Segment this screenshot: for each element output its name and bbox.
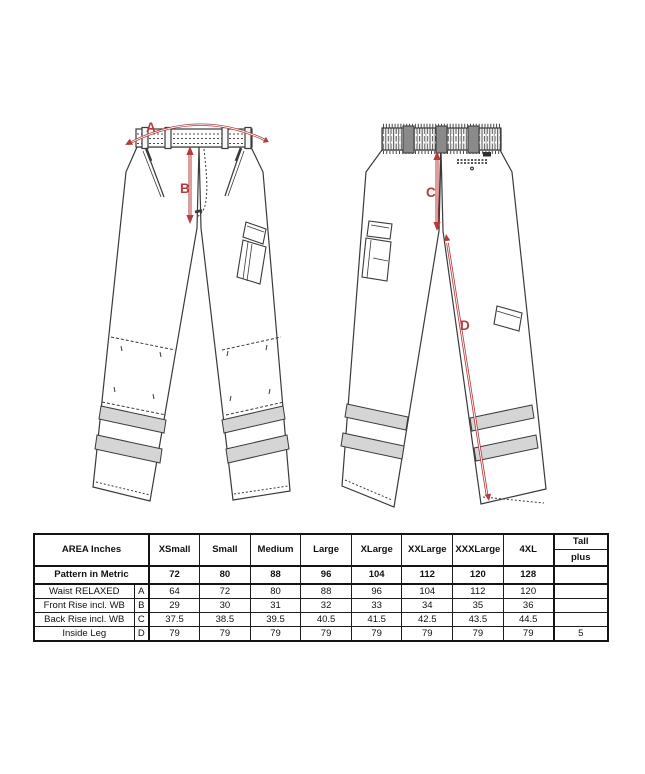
size-cell: 43.5	[453, 613, 504, 627]
size-cell: 79	[250, 627, 301, 642]
size-cell: 30	[200, 599, 251, 613]
size-column-header: XLarge	[351, 534, 402, 566]
measure-label-b: B	[180, 181, 190, 196]
table-header-row	[34, 534, 608, 550]
metric-value: 96	[301, 566, 352, 584]
table-row-waist	[34, 584, 608, 599]
size-cell: 35	[453, 599, 504, 613]
size-column-header: 4XL	[503, 534, 554, 566]
size-cell: 32	[301, 599, 352, 613]
trousers-back-view	[341, 126, 546, 507]
size-cell: 79	[200, 627, 251, 642]
size-column-header: XXLarge	[402, 534, 453, 566]
size-cell: 79	[503, 627, 554, 642]
tall-column-header: Tall	[554, 534, 608, 550]
size-cell: 79	[301, 627, 352, 642]
tall-cell: 5	[554, 627, 608, 642]
size-cell: 104	[402, 584, 453, 599]
size-cell: 38.5	[200, 613, 251, 627]
size-cell: 96	[351, 584, 402, 599]
size-column-header: XSmall	[149, 534, 200, 566]
tall-cell	[554, 599, 608, 613]
measure-label-d: D	[460, 318, 470, 333]
belt-loop	[222, 128, 228, 149]
size-cell: 79	[149, 627, 200, 642]
metric-value: 104	[351, 566, 402, 584]
belt-loop	[468, 126, 479, 153]
size-cell: 34	[402, 599, 453, 613]
size-cell: 88	[301, 584, 352, 599]
area-inches-header: AREA Inches	[34, 534, 149, 566]
size-cell: 37.5	[149, 613, 200, 627]
metric-value: 88	[250, 566, 301, 584]
table-row-back-rise	[34, 613, 608, 627]
size-cell: 44.5	[503, 613, 554, 627]
row-letter: C	[134, 613, 149, 627]
row-label: Inside Leg	[34, 627, 134, 642]
metric-value: 120	[453, 566, 504, 584]
size-cell: 40.5	[301, 613, 352, 627]
size-cell: 79	[351, 627, 402, 642]
size-cell: 36	[503, 599, 554, 613]
tall-plus-header: plus	[554, 550, 608, 567]
row-letter: A	[134, 584, 149, 599]
size-cell: 29	[149, 599, 200, 613]
size-column-header: XXXLarge	[453, 534, 504, 566]
metric-value: 128	[503, 566, 554, 584]
size-cell: 80	[250, 584, 301, 599]
size-column-header: Large	[301, 534, 352, 566]
size-cell: 120	[503, 584, 554, 599]
belt-loop	[245, 128, 251, 149]
back-elastic-waistband	[382, 126, 501, 157]
metric-value: 80	[200, 566, 251, 584]
tall-cell	[554, 613, 608, 627]
measure-label-c: C	[426, 185, 436, 200]
size-column-header: Small	[200, 534, 251, 566]
belt-loop	[436, 126, 447, 153]
belt-loop	[165, 128, 171, 149]
size-chart-table	[33, 533, 609, 642]
row-label: Back Rise incl. WB	[34, 613, 134, 627]
size-cell: 112	[453, 584, 504, 599]
table-row-inside-leg	[34, 627, 608, 642]
tall-cell	[554, 584, 608, 599]
size-cell: 31	[250, 599, 301, 613]
size-cell: 41.5	[351, 613, 402, 627]
size-tag	[483, 152, 491, 157]
size-cell: 39.5	[250, 613, 301, 627]
metric-row-label: Pattern in Metric	[34, 566, 149, 584]
pattern-metric-row	[34, 566, 608, 584]
size-cell: 79	[402, 627, 453, 642]
size-cell: 72	[200, 584, 251, 599]
metric-value: 72	[149, 566, 200, 584]
size-cell: 64	[149, 584, 200, 599]
belt-loop	[403, 126, 414, 153]
row-letter: B	[134, 599, 149, 613]
size-cell: 42.5	[402, 613, 453, 627]
row-label: Front Rise incl. WB	[34, 599, 134, 613]
row-label: Waist RELAXED	[34, 584, 134, 599]
size-cell: 79	[453, 627, 504, 642]
measure-label-a: A	[146, 120, 156, 135]
size-cell: 33	[351, 599, 402, 613]
metric-tall-value	[554, 566, 608, 584]
row-letter: D	[134, 627, 149, 642]
size-column-header: Medium	[250, 534, 301, 566]
metric-value: 112	[402, 566, 453, 584]
table-row-front-rise	[34, 599, 608, 613]
